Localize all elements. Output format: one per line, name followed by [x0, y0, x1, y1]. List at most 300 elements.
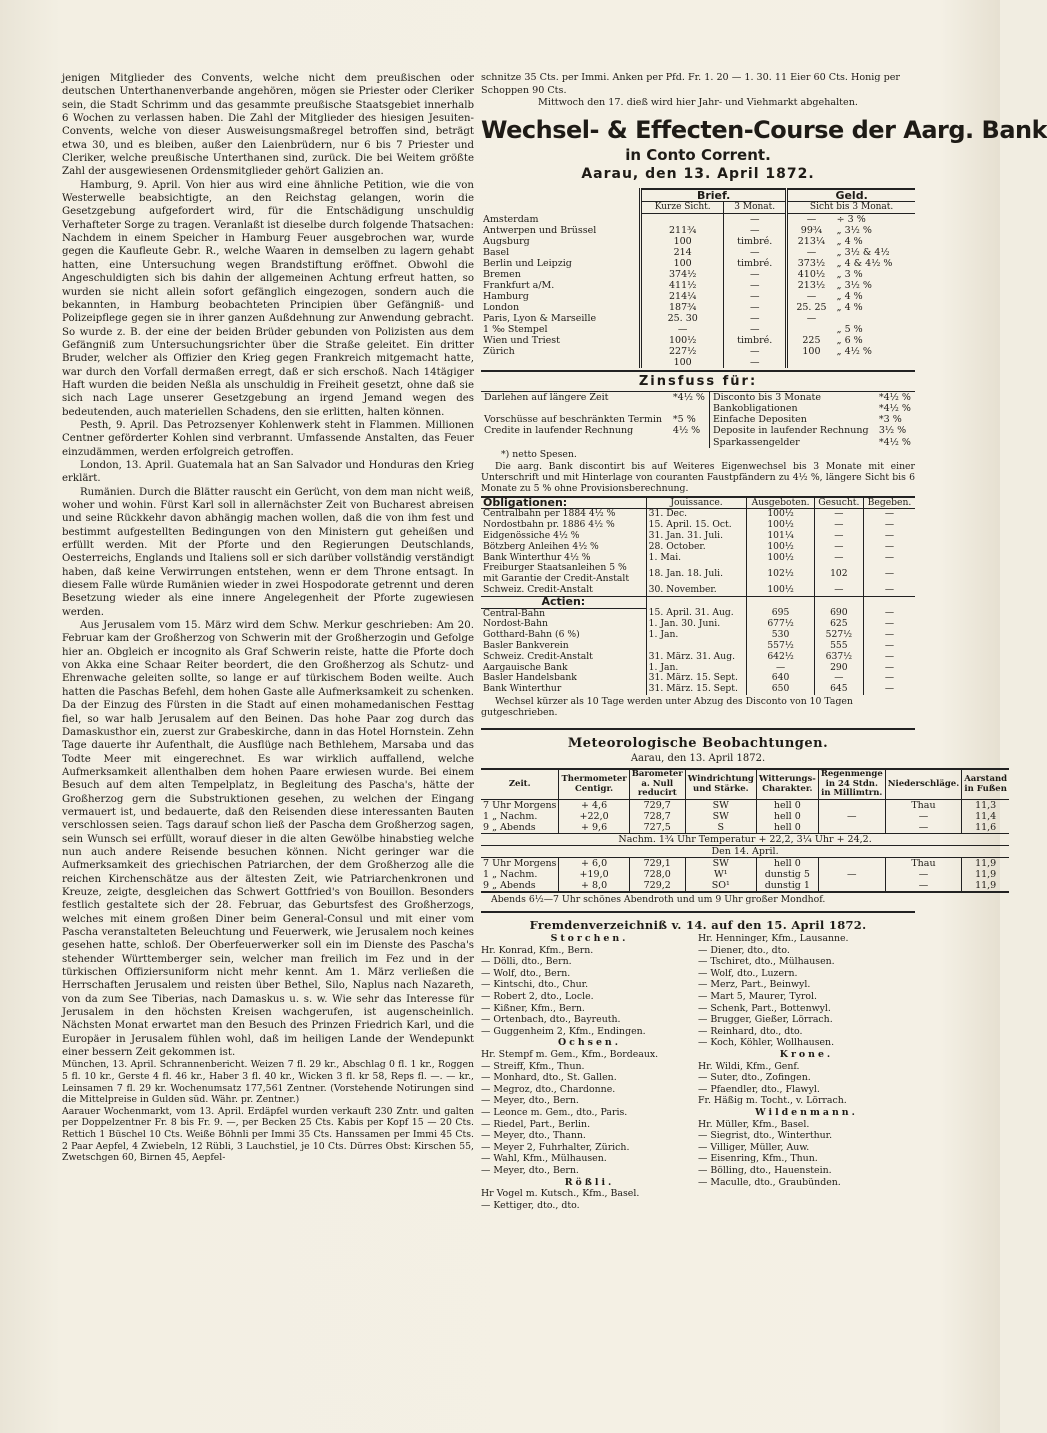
geld-rate: ÷ 3 %	[836, 213, 866, 225]
exchange-row	[481, 346, 915, 357]
brief-kurze-value: 100½	[641, 335, 724, 346]
zins-item-left	[481, 437, 670, 448]
security-name: Central-Bahn	[483, 607, 546, 619]
zins-item-right: Disconto bis 3 Monate	[709, 392, 875, 403]
exchange-place: Berlin und Leipzig	[483, 257, 572, 269]
brief-3monat-value: —	[724, 357, 787, 368]
jouissance-value: 31. März. 15. Sept.	[646, 673, 747, 684]
brief-kurze-value: 374½	[641, 269, 724, 280]
meteo-weather: hell 0	[756, 799, 818, 811]
meteo-precip: —	[885, 880, 961, 892]
geld-header: Geld.	[787, 189, 915, 202]
guest-entry: — Bölling, dto., Hauenstein.	[698, 1164, 832, 1176]
geld-rate: „ 3½ %	[836, 279, 872, 291]
brief-kurze-value: 227½	[641, 346, 724, 357]
geld-rate	[835, 313, 915, 324]
guest-entry: — Villiger, Müller, Auw.	[698, 1141, 810, 1153]
geld-rate: „ 4 %	[836, 290, 863, 302]
meteo-baro: 729,7	[629, 799, 685, 811]
guest-entry: Hr. Konrad, Kfm., Bern.	[481, 944, 594, 956]
bank-date: Aarau, den 13. April 1872.	[581, 165, 815, 182]
guest-entry: — Maculle, dto., Graubünden.	[698, 1176, 841, 1188]
begeben-value: —	[863, 531, 915, 542]
exchange-place: Frankfurt a/M.	[483, 279, 555, 291]
zins-item-left	[481, 403, 670, 414]
exchange-row	[481, 280, 915, 291]
zins-footnote: *) netto Spesen.	[501, 448, 577, 460]
exchange-place: Wien und Triest	[483, 334, 560, 346]
zins-row	[481, 403, 915, 414]
jouissance-value: 1. Jan.	[646, 630, 747, 641]
meteo-head-thermometer: Thermometer Centigr.	[559, 769, 629, 799]
security-name: Nordost-Bahn	[483, 618, 548, 630]
meteo-baro: 729,1	[629, 857, 685, 869]
geld-value: —	[787, 247, 835, 258]
aarau-weekly-market: Aarauer Wochenmarkt, vom 13. April. Erdäpfel wurden verkauft 230 Zntr. und galten per Doppelzentner Fr. 8 bis Fr. 9. —, per Becken 25 Cts. Kabis per Kopf 15 — 20 Cts. Rettich 1 Büschel 10 Cts. Weiße Böhnli per Immi 35 Cts. Hanssamen per Immi 45 Cts. 2 Paar Aepfel, 4 Zwiebeln, 12 Rübli, 3 Lauchstiel, je 10 Cts. Dürres Obst: Kirschen 55, Zwetschgen 60, Birnen 45, Aepfel-	[62, 1105, 474, 1164]
meteo-weather: hell 0	[756, 822, 818, 834]
guest-entry: Hr. Müller, Kfm., Basel.	[698, 1118, 810, 1130]
hotel-name: Ochsen.	[557, 1037, 621, 1049]
guest-entry: Hr. Stempf m. Gem., Kfm., Bordeaux.	[481, 1049, 659, 1060]
begeben-header: Begeben.	[863, 497, 915, 509]
gesucht-value: —	[814, 542, 863, 553]
ausgeboten-header: Ausgeboten.	[747, 497, 814, 509]
zins-rate-right: *3 %	[878, 414, 902, 426]
ausgeboten-value: 677½	[747, 619, 814, 630]
guest-entry: — Suter, dto., Zofingen.	[698, 1072, 811, 1084]
exchange-place: London	[483, 301, 520, 313]
begeben-value: —	[863, 684, 915, 695]
gesucht-value: 645	[814, 684, 863, 695]
meteo-baro: 728,0	[629, 869, 685, 880]
fremden-left-col	[481, 933, 698, 1211]
meteo-head-niederschlag: Niederschläge.	[885, 769, 961, 799]
guest-entry: Fr. Häßig m. Tocht., v. Lörrach.	[698, 1095, 847, 1107]
begeben-value: —	[863, 553, 915, 564]
guest-entry: Hr. Henninger, Kfm., Lausanne.	[698, 933, 849, 945]
meteo-aarstand: 11,6	[962, 822, 1009, 834]
brief-kurze-value: 100	[641, 258, 724, 269]
zins-rate-left: *4½ %	[672, 391, 705, 403]
guest-entry: Hr Vogel m. Kutsch., Kfm., Basel.	[481, 1188, 640, 1200]
meteo-precip: —	[885, 869, 961, 880]
meteo-aarstand: 11,3	[962, 799, 1009, 811]
ausgeboten-value: 100½	[747, 520, 814, 531]
guest-entry: — Reinhard, dto., dto.	[698, 1025, 803, 1037]
exchange-place: 1 ‰ Stempel	[483, 323, 548, 335]
begeben-value: —	[863, 608, 915, 619]
brief-3monat-value: —	[724, 280, 787, 291]
meteo-weather: dunstig 1	[756, 880, 818, 892]
exchange-row	[481, 247, 915, 258]
drei-monat-header: 3 Monat.	[724, 201, 787, 213]
meteo-time: 1 „ Nachm.	[483, 810, 538, 822]
begeben-value: —	[863, 585, 915, 596]
meteo-time: 7 Uhr Morgens	[483, 857, 557, 869]
geld-rate: „ 3½ %	[836, 224, 872, 236]
zins-rate-left	[670, 437, 710, 448]
zins-item-right: Deposite in laufender Rechnung	[709, 425, 875, 436]
begeben-value: —	[863, 619, 915, 630]
guest-entry: — Brugger, Gießer, Lörrach.	[698, 1014, 833, 1026]
geld-rate: „ 4 %	[836, 301, 863, 313]
brief-3monat-value: —	[724, 225, 787, 236]
hotel-name: Storchen.	[550, 933, 629, 945]
meteo-temp: + 6,0	[559, 857, 629, 869]
jouissance-value: 28. October.	[646, 542, 747, 553]
guest-entry: — Meyer, dto., Bern.	[481, 1164, 579, 1176]
article-jesuits: jenigen Mitglieder des Convents, welche nicht dem preußischen oder deutschen Unterthanenverbande angehören, mögen sie Priester oder Cleriker sein, die Stadt Schrimm und das gesammte preußische Staatsgebiet innerhalb 6 Wochen zu verlassen haben. Die Zahl der Mitglieder des hiesigen Jesuiten-Convents, welche von dieser Ausweisungsmaßregel betroffen sind, beträgt etwa 30, und es bleiben, außer den Laienbrüdern, nur 6 bis 7 Priester und Cleriker, welche preußische Unterthanen sind, zurück. Die bei Weitem größte Zahl der ausgewiesenen Ordensmitglieder gehört Galizien an.	[62, 73, 474, 178]
security-name: Nordostbahn pr. 1886 4½ %	[483, 519, 615, 531]
meteo-wind: W¹	[685, 869, 756, 880]
guest-entry: — Wahl, Kfm., Mülhausen.	[481, 1153, 607, 1165]
meteo-head-aarstand: Aarstand in Fußen	[962, 769, 1009, 799]
meteo-rain	[818, 880, 885, 892]
guest-entry: — Dölli, dto., Bern.	[481, 956, 572, 968]
jouissance-value: 15. April. 15. Oct.	[646, 520, 747, 531]
brief-kurze-value: 211¾	[641, 225, 724, 236]
exchange-row	[481, 258, 915, 269]
security-name: Eidgenössiche 4½ %	[483, 530, 580, 541]
meteo-time: 9 „ Abends	[483, 879, 536, 891]
brief-3monat-value: —	[724, 269, 787, 280]
security-name: Basler Bankverein	[483, 639, 569, 651]
security-name: Schweiz. Credit-Anstalt	[483, 650, 593, 662]
jouissance-value: 1. Jan. 30. Juni.	[646, 619, 747, 630]
zins-rate-left: 4½ %	[672, 425, 701, 437]
gesucht-value: —	[814, 531, 863, 542]
meteo-date-2: Den 14. April.	[481, 845, 1009, 857]
security-name: Bank Winterthur	[483, 683, 562, 695]
ausgeboten-value: 100½	[747, 585, 814, 596]
meteo-head-zeit: Zeit.	[481, 769, 559, 799]
zins-item-right: Sparkassengelder	[709, 437, 875, 448]
exchange-place: Zürich	[483, 345, 515, 357]
meteo-head-wind: Windrichtung und Stärke.	[685, 769, 756, 799]
meteo-precip: Thau	[885, 799, 961, 811]
exchange-row	[481, 302, 915, 313]
jouissance-value: 31. März. 15. Sept.	[646, 684, 747, 695]
guest-entry: — Riedel, Part., Berlin.	[481, 1118, 591, 1130]
obligation-row	[481, 542, 915, 553]
guest-entry: — Guggenheim 2, Kfm., Endingen.	[481, 1025, 646, 1037]
geld-value: 225	[787, 335, 835, 346]
zins-row	[481, 414, 915, 425]
guest-entry: — Koch, Köhler, Wollhausen.	[698, 1037, 835, 1049]
obligationen-table	[481, 496, 915, 695]
brief-3monat-value: —	[724, 313, 787, 324]
meteo-title: Meteorologische Beobachtungen.	[481, 728, 915, 751]
ausgeboten-value: 640	[747, 673, 814, 684]
zins-rate-right: 3½ %	[878, 425, 907, 437]
geld-value: 410½	[787, 269, 835, 280]
gesucht-value: 555	[814, 641, 863, 652]
begeben-value: —	[863, 563, 915, 585]
security-name: Centralbahn per 1884 4½ %	[483, 508, 616, 520]
ausgeboten-value: 695	[747, 608, 814, 619]
ausgeboten-value: 101¼	[747, 531, 814, 542]
brief-3monat-value: —	[724, 302, 787, 313]
exchange-row	[481, 236, 915, 247]
brief-kurze-value: 214	[641, 247, 724, 258]
brief-kurze-value	[641, 213, 724, 225]
meteo-wind: SW	[685, 799, 756, 811]
actie-row	[481, 684, 915, 695]
geld-rate: „ 4½ %	[836, 345, 872, 357]
actien-title: Actien:	[481, 596, 646, 608]
guest-entry: — Wolf, dto., Luzern.	[698, 967, 798, 979]
ausgeboten-value: 530	[747, 630, 814, 641]
meteo-rain	[818, 799, 885, 811]
meteo-table	[481, 768, 1009, 893]
guest-entry: — Schenk, Part., Bottenwyl.	[698, 1002, 831, 1014]
guest-entry: — Wolf, dto., Bern.	[481, 967, 571, 979]
jouissance-value: 1. Jan.	[646, 663, 747, 674]
brief-3monat-value: —	[724, 324, 787, 335]
gesucht-header: Gesucht.	[814, 497, 863, 509]
zins-row	[481, 392, 915, 403]
geld-rate: „ 6 %	[836, 334, 863, 346]
gesucht-value: 102	[814, 563, 863, 585]
article-hamburg: Hamburg, 9. April. Von hier aus wird eine ähnliche Petition, wie die von Westerwelle beabsichtigte, an den Reichstag gelangen, worin die Gesetzgebung aufgefordert wird, für die Entschädigung unschuldig Verhafteter Sorge zu tragen. Veranlaßt ist dieselbe durch folgende Thatsachen: Nachdem in einem Speicher in Hamburg Feuer ausgebrochen war, wurde gegen die Kaufleute Gebr. R., welche Waaren in demselben zu lagern gehabt hatten, eine Untersuchung wegen Brandstiftung eröffnet. Obwohl die Angeschuldigten sich bis dahin der allgemeinen Achtung erfreut hatten, so wurden sie nicht allein sofort gefänglich eingezogen, sondern auch die bekannten, in Hamburg beobachteten Principien über Gefängniß- und Polizeipflege gegen sie in ihrer ganzen Außdehnung zur Anwendung gebracht. So wurde z. B. der eine der beiden Brüder gebunden von Polizisten aus dem Gefängniß zum Untersuchungsrichter über die Straße geleitet. Ein dritter Bruder, welcher als Offizier den Krieg gegen Frankreich mitgemacht hatte, war durch den Vorfall dermaßen erregt, daß er sich erschoß. Nach 14tägiger Haft wurden die beiden Neßla als unschuldig in Freiheit gesetzt, ohne daß sie sich nach Lage unserer Gesetzgebung an irgend Jemand wegen des bedeutenden, auch materiellen Schadens, den sie erlitten, halten können.	[62, 179, 474, 418]
brief-3monat-value: timbré.	[724, 335, 787, 346]
hotel-name: Krone.	[779, 1049, 834, 1060]
guest-entry: — Monhard, dto., St. Gallen.	[481, 1072, 617, 1084]
obligationen-title: Obligationen:	[481, 497, 646, 509]
guest-entry: — Ortenbach, dto., Bayreuth.	[481, 1014, 621, 1026]
meteo-time: 9 „ Abends	[483, 821, 536, 833]
guest-entry: — Eisenring, Kfm., Thun.	[698, 1153, 818, 1165]
gesucht-value: 637½	[814, 652, 863, 663]
meteo-row	[481, 799, 1009, 811]
gesucht-value: —	[814, 553, 863, 564]
meteo-wind: S	[685, 822, 756, 834]
ausgeboten-value: 102½	[747, 563, 814, 585]
brief-3monat-value: —	[724, 291, 787, 302]
sicht-header: Sicht bis 3 Monat.	[787, 201, 915, 213]
geld-rate: „ 4 %	[836, 235, 863, 247]
zins-rate-right: *4½ %	[878, 391, 911, 403]
meteo-precip: —	[885, 822, 961, 834]
gesucht-value: —	[814, 673, 863, 684]
zins-item-left: Vorschüsse auf beschränkten Termin	[484, 414, 662, 426]
guest-entry: — Megroz, dto., Chardonne.	[481, 1083, 616, 1095]
begeben-value: —	[863, 641, 915, 652]
jouissance-value: 31. März. 31. Aug.	[646, 652, 747, 663]
brief-kurze-value: 25. 30	[641, 313, 724, 324]
market-notice: Mittwoch den 17. dieß wird hier Jahr- und Viehmarkt abgehalten.	[538, 97, 858, 109]
exchange-row	[481, 313, 915, 324]
brief-3monat-value: —	[724, 346, 787, 357]
exchange-place: Basel	[483, 246, 510, 258]
ausgeboten-value: 100½	[747, 542, 814, 553]
begeben-value: —	[863, 673, 915, 684]
exchange-place: Hamburg	[483, 290, 529, 302]
meteo-weather: hell 0	[756, 811, 818, 822]
guest-entry: — Kettiger, dto., dto.	[481, 1199, 580, 1211]
guest-entry: — Meyer, dto., Thann.	[481, 1130, 586, 1142]
guest-entry: — Siegrist, dto., Winterthur.	[698, 1130, 833, 1142]
market-prices-text: schnitze 35 Cts. per Immi. Anken per Pfd. Fr. 1. 20 — 1. 30. 11 Eier 60 Cts. Honig per Schoppen 90 Cts.	[481, 72, 900, 96]
zins-item-left: Darlehen auf längere Zeit	[484, 391, 609, 403]
meteo-baro: 727,5	[629, 822, 685, 834]
bank-subtitle: in Conto Corrent.	[625, 145, 771, 164]
hotel-name: Wildenmann.	[755, 1106, 858, 1118]
meteo-time: 1 „ Nachm.	[483, 868, 538, 880]
begeben-value: —	[863, 630, 915, 641]
begeben-value: —	[863, 509, 915, 520]
jouissance-header: Jouissance.	[646, 497, 747, 509]
meteo-time: 7 Uhr Morgens	[483, 799, 557, 811]
guest-entry: — Meyer, dto., Bern.	[481, 1095, 579, 1107]
geld-rate: „ 4 & 4½ %	[836, 257, 893, 269]
meteo-rain: —	[818, 869, 885, 880]
brief-3monat-value: timbré.	[724, 258, 787, 269]
gesucht-value: 690	[814, 608, 863, 619]
geld-value: 213¼	[787, 236, 835, 247]
meteo-midnote: Nachm. 1¾ Uhr Temperatur + 22,2, 3¼ Uhr + 24,2.	[481, 833, 1009, 845]
ausgeboten-value: 100½	[747, 509, 814, 520]
meteo-temp: + 9,6	[559, 822, 629, 834]
meteo-row	[481, 822, 1009, 834]
gesucht-value: —	[814, 520, 863, 531]
exchange-row	[481, 335, 915, 346]
ausgeboten-value: 100½	[747, 553, 814, 564]
brief-header: Brief.	[641, 189, 787, 202]
zinsfuss-table	[481, 392, 915, 448]
begeben-value: —	[863, 663, 915, 674]
ausgeboten-value: —	[747, 663, 814, 674]
zins-rate-left	[670, 403, 710, 414]
jouissance-value: 15. April. 31. Aug.	[646, 608, 747, 619]
geld-rate: „ 3 %	[836, 268, 863, 280]
jouissance-value: 31. Jan. 31. Juli.	[646, 531, 747, 542]
jouissance-value: 31. Dec.	[646, 509, 747, 520]
exchange-place	[481, 357, 641, 368]
security-name: Bötzberg Anleihen 4½ %	[483, 540, 599, 552]
zins-rate-right: *4½ %	[878, 436, 911, 448]
meteo-precip: Thau	[885, 857, 961, 869]
left-column	[62, 72, 474, 1164]
meteo-temp: +19,0	[559, 869, 629, 880]
geld-value: 99¾	[787, 225, 835, 236]
meteo-date: Aarau, den 13. April 1872.	[630, 753, 766, 765]
guest-entry: Hr. Wildi, Kfm., Genf.	[698, 1060, 800, 1072]
brief-kurze-value: 214¼	[641, 291, 724, 302]
ausgeboten-value: 650	[747, 684, 814, 695]
exchange-row	[481, 213, 915, 225]
guest-entry: — Streiff, Kfm., Thun.	[481, 1060, 585, 1072]
security-name: Basler Handelsbank	[483, 672, 577, 684]
meteo-row	[481, 880, 1009, 892]
brief-kurze-value: 100	[641, 357, 724, 368]
meteo-aarstand: 11,9	[962, 869, 1009, 880]
geld-value	[787, 324, 835, 335]
meteo-head-witterung: Witterungs-Charakter.	[756, 769, 818, 799]
geld-value: —	[787, 213, 835, 225]
meteo-row	[481, 857, 1009, 869]
geld-value: —	[787, 291, 835, 302]
brief-kurze-value: 100	[641, 236, 724, 247]
security-name: Freiburger Staatsanleihen 5 % mit Garantie der Credit-Anstalt	[483, 562, 630, 585]
meteo-wind: SO¹	[685, 880, 756, 892]
zins-rate-right: *4½ %	[878, 402, 911, 414]
actie-row	[481, 652, 915, 663]
gesucht-value: —	[814, 509, 863, 520]
guest-entry: — Diener, dto., dto.	[698, 944, 790, 956]
exchange-row	[481, 324, 915, 335]
brief-3monat-value: —	[724, 247, 787, 258]
security-name: Bank Winterthur 4½ %	[483, 551, 591, 563]
meteo-footnote: Abends 6½—7 Uhr schönes Abendroth und um 9 Uhr großer Mondhof.	[491, 893, 826, 905]
zins-item-left: Credite in laufender Rechnung	[484, 425, 634, 437]
jouissance-value: 30. November.	[646, 585, 747, 596]
brief-3monat-value: timbré.	[724, 236, 787, 247]
meteo-aarstand: 11,4	[962, 811, 1009, 822]
fremden-list	[481, 933, 915, 1211]
article-jerusalem: Aus Jerusalem vom 15. März wird dem Schw. Merkur geschrieben: Am 20. Februar kam der Großherzog von Schwerin mit der Großherzogin und Gefolge hier an. Obgleich er incognito als Graf Schwerin reiste, hatte die Pforte doch von Akka eine Schaar Reiter beordert, die den Großherzog als Schutz- und Ehrenwache geleiten sollte, so lange er auf türkischem Boden weilte. Auch hatten die Paschas Befehl, dem hohen Gaste alle Aufmerksamkeit zu schenken. Da der Einzug des Fürsten in die Stadt auf einen mohamedanischen Festtag fiel, so war halb Jerusalem auf den Beinen. Das hohe Paar zog durch das Damaskusthor ein, zuerst zur Grabeskirche, dann in das Hotel Hornstein. Zehn Tage dauerte ihr Aufenthalt, die Ausflüge nach Bethlehem, Marsaba und das Todte Meer mit eingerechnet. Es war wirklich auffallend, welche Aufmerksamkeit allenthalben dem hohen Paare erwiesen wurde. Bei einem Besuch auf dem alten Tempelplatz, in Begleitung des Pascha's, hätte der Großherzog gern die Substruktionen gesehen, zu welchen der Eingang vermauert ist, und bedauerte, daß den Reisenden diese interessanten Bauten verschlossen seien. Tags darauf schon ließ der Pascha dem Großherzog sagen, sein Wunsch sei erfüllt, worauf dieser in die alten Gewölbe hinabstieg welche nun auch andere Reisende besuchen können. Nicht geringer war die Aufmerksamkeit des griechischen Patriarchen, der dem Großherzog alle die reichen Kirchenschätze aus der ältesten Zeit, wie Patriarchenkronen und Kreuze, zeigte, desgleichen das Schwert Gottfried's von Bouillon. Besonders festlich gestaltete sich der 28. Februar, das Geburtsfest des Großherzogs, welches mit einem großen Diner beim General-Consul und mit einer vom Pascha veranstalteten Beleuchtung und Feuerwerk, wie Jerusalem noch keines gesehen hatte, schloß. Der Oberfeuerwerker soll ein im Dienste des Pascha's stehender Württemberger sein, welcher man freilich im Fez und in der türkischen Offiziersuniform nicht mehr kennt. Am 1. März verließen die Herrschaften Jerusalem und reisten über Bethel, Silo, Naplus nach Nazareth, von da zum See Tiberias, nach Damaskus u. s. w. Wie sehr das Interesse für Jerusalem in den höchsten Kreisen wachgerufen, ist augenscheinlich. Nächsten Monat erwartet man den Besuch des Prinzen Friedrich Karl, und die Europäer in Jerusalem fühlen wohl, daß im heiligen Lande der Wendepunkt einer bessern Zeit gekommen ist.	[62, 620, 474, 1059]
article-pesth: Pesth, 9. April. Das Petrozsenyer Kohlenwerk steht in Flammen. Millionen Centner geförderter Kohlen sind verbrannt. Umfassende Anstalten, das Feuer einzudämmen, werden erfolgreich getroffen.	[62, 419, 474, 458]
geld-rate: „ 3½ & 4½	[836, 246, 890, 258]
begeben-value: —	[863, 652, 915, 663]
begeben-value: —	[863, 542, 915, 553]
brief-kurze-value: 411½	[641, 280, 724, 291]
article-rumaenien: Rumänien. Durch die Blätter rauscht ein Gerücht, von dem man nicht weiß, woher und wohin. Fürst Karl soll in allernächster Zeit von Bucharest abreisen und seine Rückkehr davon abhängig machen wollen, daß die von ihm fest und bestimmt aufgestellten Bedingungen von den Ministern gut geheißen und erfüllt werden. Mit der Pforte und den Regierungen Deutschlands, Oesterreichs, Englands und Italiens soll er sich darüber vollständig verständigt haben, daß keine Verwirrungen entstehen, wenn er dem Throne entsagt. In diesem Falle würde Rumänien wieder in zwei Hospodorate getrennt und deren Besetzung wieder als eine innere Angelegenheit der Pforte zugewiesen werden.	[62, 486, 474, 618]
meteo-row	[481, 811, 1009, 822]
geld-value: 373½	[787, 258, 835, 269]
guest-entry: — Robert 2, dto., Locle.	[481, 991, 594, 1003]
guest-entry: — Leonce m. Gem., dto., Paris.	[481, 1106, 628, 1118]
security-name: Schweiz. Credit-Anstalt	[483, 583, 593, 595]
jouissance-value: 18. Jan. 18. Juli.	[646, 563, 747, 585]
guest-entry: — Pfaendler, dto., Flawyl.	[698, 1083, 820, 1095]
security-name: Gotthard-Bahn (6 %)	[483, 629, 580, 641]
geld-value: 213½	[787, 280, 835, 291]
guest-entry: — Mart 5, Maurer, Tyrol.	[698, 991, 818, 1003]
gesucht-value: 290	[814, 663, 863, 674]
security-name: Aargauische Bank	[483, 661, 568, 673]
meteo-rain: —	[818, 811, 885, 822]
guest-entry: — Kißner, Kfm., Bern.	[481, 1002, 585, 1014]
brief-3monat-value: —	[724, 213, 787, 225]
exchange-place: Amsterdam	[483, 213, 539, 225]
meteo-wind: SW	[685, 811, 756, 822]
meteo-baro: 728,7	[629, 811, 685, 822]
exchange-row	[481, 225, 915, 236]
fremden-right-col	[698, 933, 915, 1211]
gesucht-value: —	[814, 585, 863, 596]
zins-item-right: Bankobligationen	[709, 403, 875, 414]
exchange-place: Antwerpen und Brüssel	[483, 224, 597, 236]
zins-row	[481, 437, 915, 448]
brief-kurze-value: —	[641, 324, 724, 335]
exchange-table	[481, 188, 915, 368]
meteo-temp: + 8,0	[559, 880, 629, 892]
market-continuation	[481, 72, 915, 110]
guest-entry: — Tschiret, dto., Mülhausen.	[698, 956, 835, 968]
guest-entry: — Meyer 2, Fuhrhalter, Zürich.	[481, 1141, 630, 1153]
wechsel-note: Wechsel kürzer als 10 Tage werden unter Abzug des Disconto von 10 Tagen gutgeschrieben.	[481, 695, 853, 719]
meteo-rain	[818, 822, 885, 834]
geld-value	[787, 357, 835, 368]
right-column	[481, 72, 1047, 1211]
meteo-wind: SW	[685, 857, 756, 869]
meteo-temp: + 4,6	[559, 799, 629, 811]
discount-note: Die aarg. Bank discontirt bis auf Weiteres Eigenwechsel bis 3 Monate mit einer Unterschrift und mit Hinterlage von couranten Faustpfändern zu 4½ %, längere Sicht bis 6 Monate zu 5 % ohne Provisionsberechnung.	[481, 461, 915, 495]
exchange-place: Augsburg	[483, 235, 530, 247]
zins-row	[481, 425, 915, 436]
meteo-precip: —	[885, 811, 961, 822]
